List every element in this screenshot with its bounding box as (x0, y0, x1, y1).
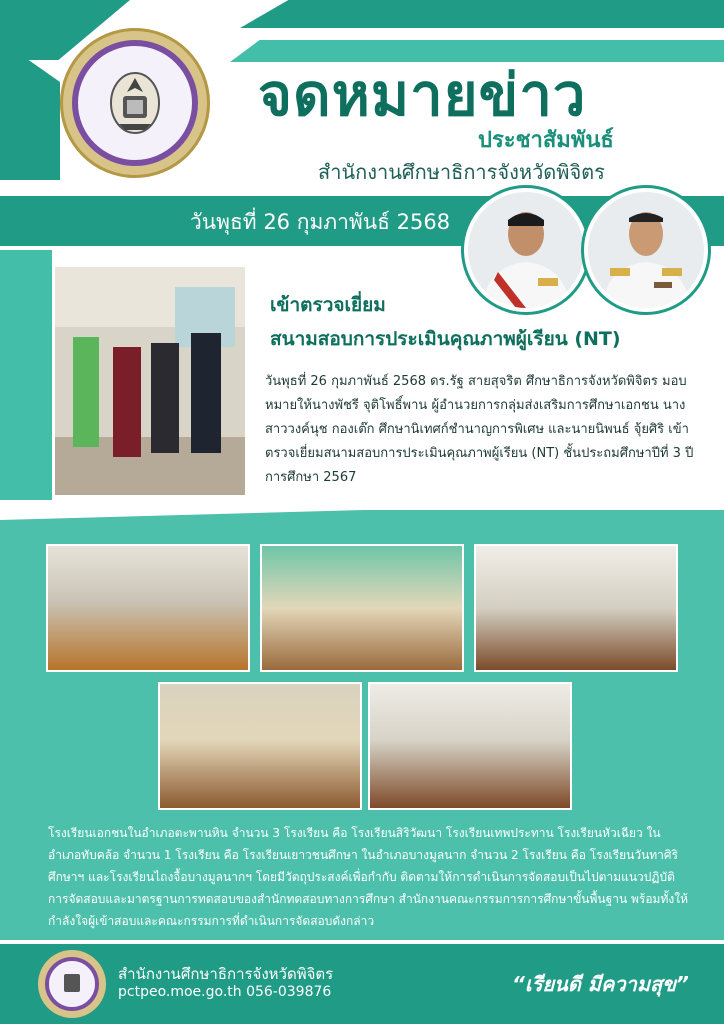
gallery-photo-2 (260, 544, 464, 672)
footer-contact: pctpeo.moe.go.th 056-039876 (118, 984, 332, 1000)
footer-logo (38, 950, 106, 1018)
office-logo (60, 28, 210, 178)
newsletter-subtitle: ประชาสัมพันธ์ (478, 128, 614, 153)
garuda-emblem-icon (105, 68, 165, 138)
article-body: วันพุธที่ 26 กุมภาพันธ์ 2568 ดร.รัฐ สายสุจริต ศึกษาธิการจังหวัดพิจิตร มอบหมายให้นางพัชรี จุติโพธิ์พาน ผู้อำนวยการกลุ่มส่งเสริมการศึกษาเอกชน นางสาววงค์นุช กองเต๊ก ศึกษานิเทศก์ชำนาญการพิเศษ และนายนิพนธ์ จุ้ยศิริ เข้าตรวจเยี่ยมสนามสอบการประเมินคุณภาพผู้เรียน (NT) ชั้นประถมศึกษาปีที่ 3 ปีการศึกษา 2567 (265, 374, 694, 485)
article-headline (270, 288, 621, 356)
newsletter-title: จดหมายข่าว (258, 61, 587, 129)
summary-text: โรงเรียนเอกชนในอำเภอตะพานหิน จำนวน 3 โรงเรียน คือ โรงเรียนสิริวัฒนา โรงเรียนเทพประทาน โรงเรียนหัวเฉียว ในอำเภอทับคล้อ จำนวน 1 โรงเรียน คือ โรงเรียนเยาวชนศึกษา ในอำเภอบางมูลนาก จำนวน 2 โรงเรียน คือ โรงเรียนวันทาศิริศึกษาฯ และโรงเรียนไถงจื้อบางมูลนากฯ โดยมีวัตถุประสงค์เพื่อกำกับ ติดตามให้การดำเนินการจัดสอบเป็นไปตามแนวปฏิบัติการจัดสอบและมาตรฐานการทดสอบของสำนักทดสอบทางการศึกษา สำนักงานคณะกรรมการการศึกษาขั้นพื้นฐาน พร้อมทั้งให้กำลังใจผู้เข้าสอบและคณะกรรมการที่ดำเนินการจัดสอบดังกล่าว (48, 826, 689, 928)
logo-emblem (72, 40, 198, 166)
left-diagonal (0, 40, 60, 180)
group-photo-icon (55, 267, 245, 495)
footer-office-name: สำนักงานศึกษาธิการจังหวัดพิจิตร (118, 965, 334, 983)
headline-line-1: เข้าตรวจเยี่ยม (270, 294, 386, 316)
gallery-photo-1 (46, 544, 250, 672)
main-photo-backdrop (0, 250, 52, 500)
top-right-band (240, 0, 724, 28)
news-date: วันพุธที่ 26 กุมภาพันธ์ 2568 (190, 210, 451, 234)
gallery-photo-3 (474, 544, 678, 672)
office-name: สำนักงานศึกษาธิการจังหวัดพิจิตร (318, 160, 605, 184)
headline-line-2: สนามสอบการประเมินคุณภาพผู้เรียน (NT) (270, 328, 621, 350)
office-seal-icon (38, 950, 106, 1018)
gallery-photo-5 (368, 682, 572, 810)
gallery-photo-4 (158, 682, 362, 810)
slogan: “เรียนดี มีความสุข” (512, 972, 689, 996)
main-photo (52, 264, 248, 498)
